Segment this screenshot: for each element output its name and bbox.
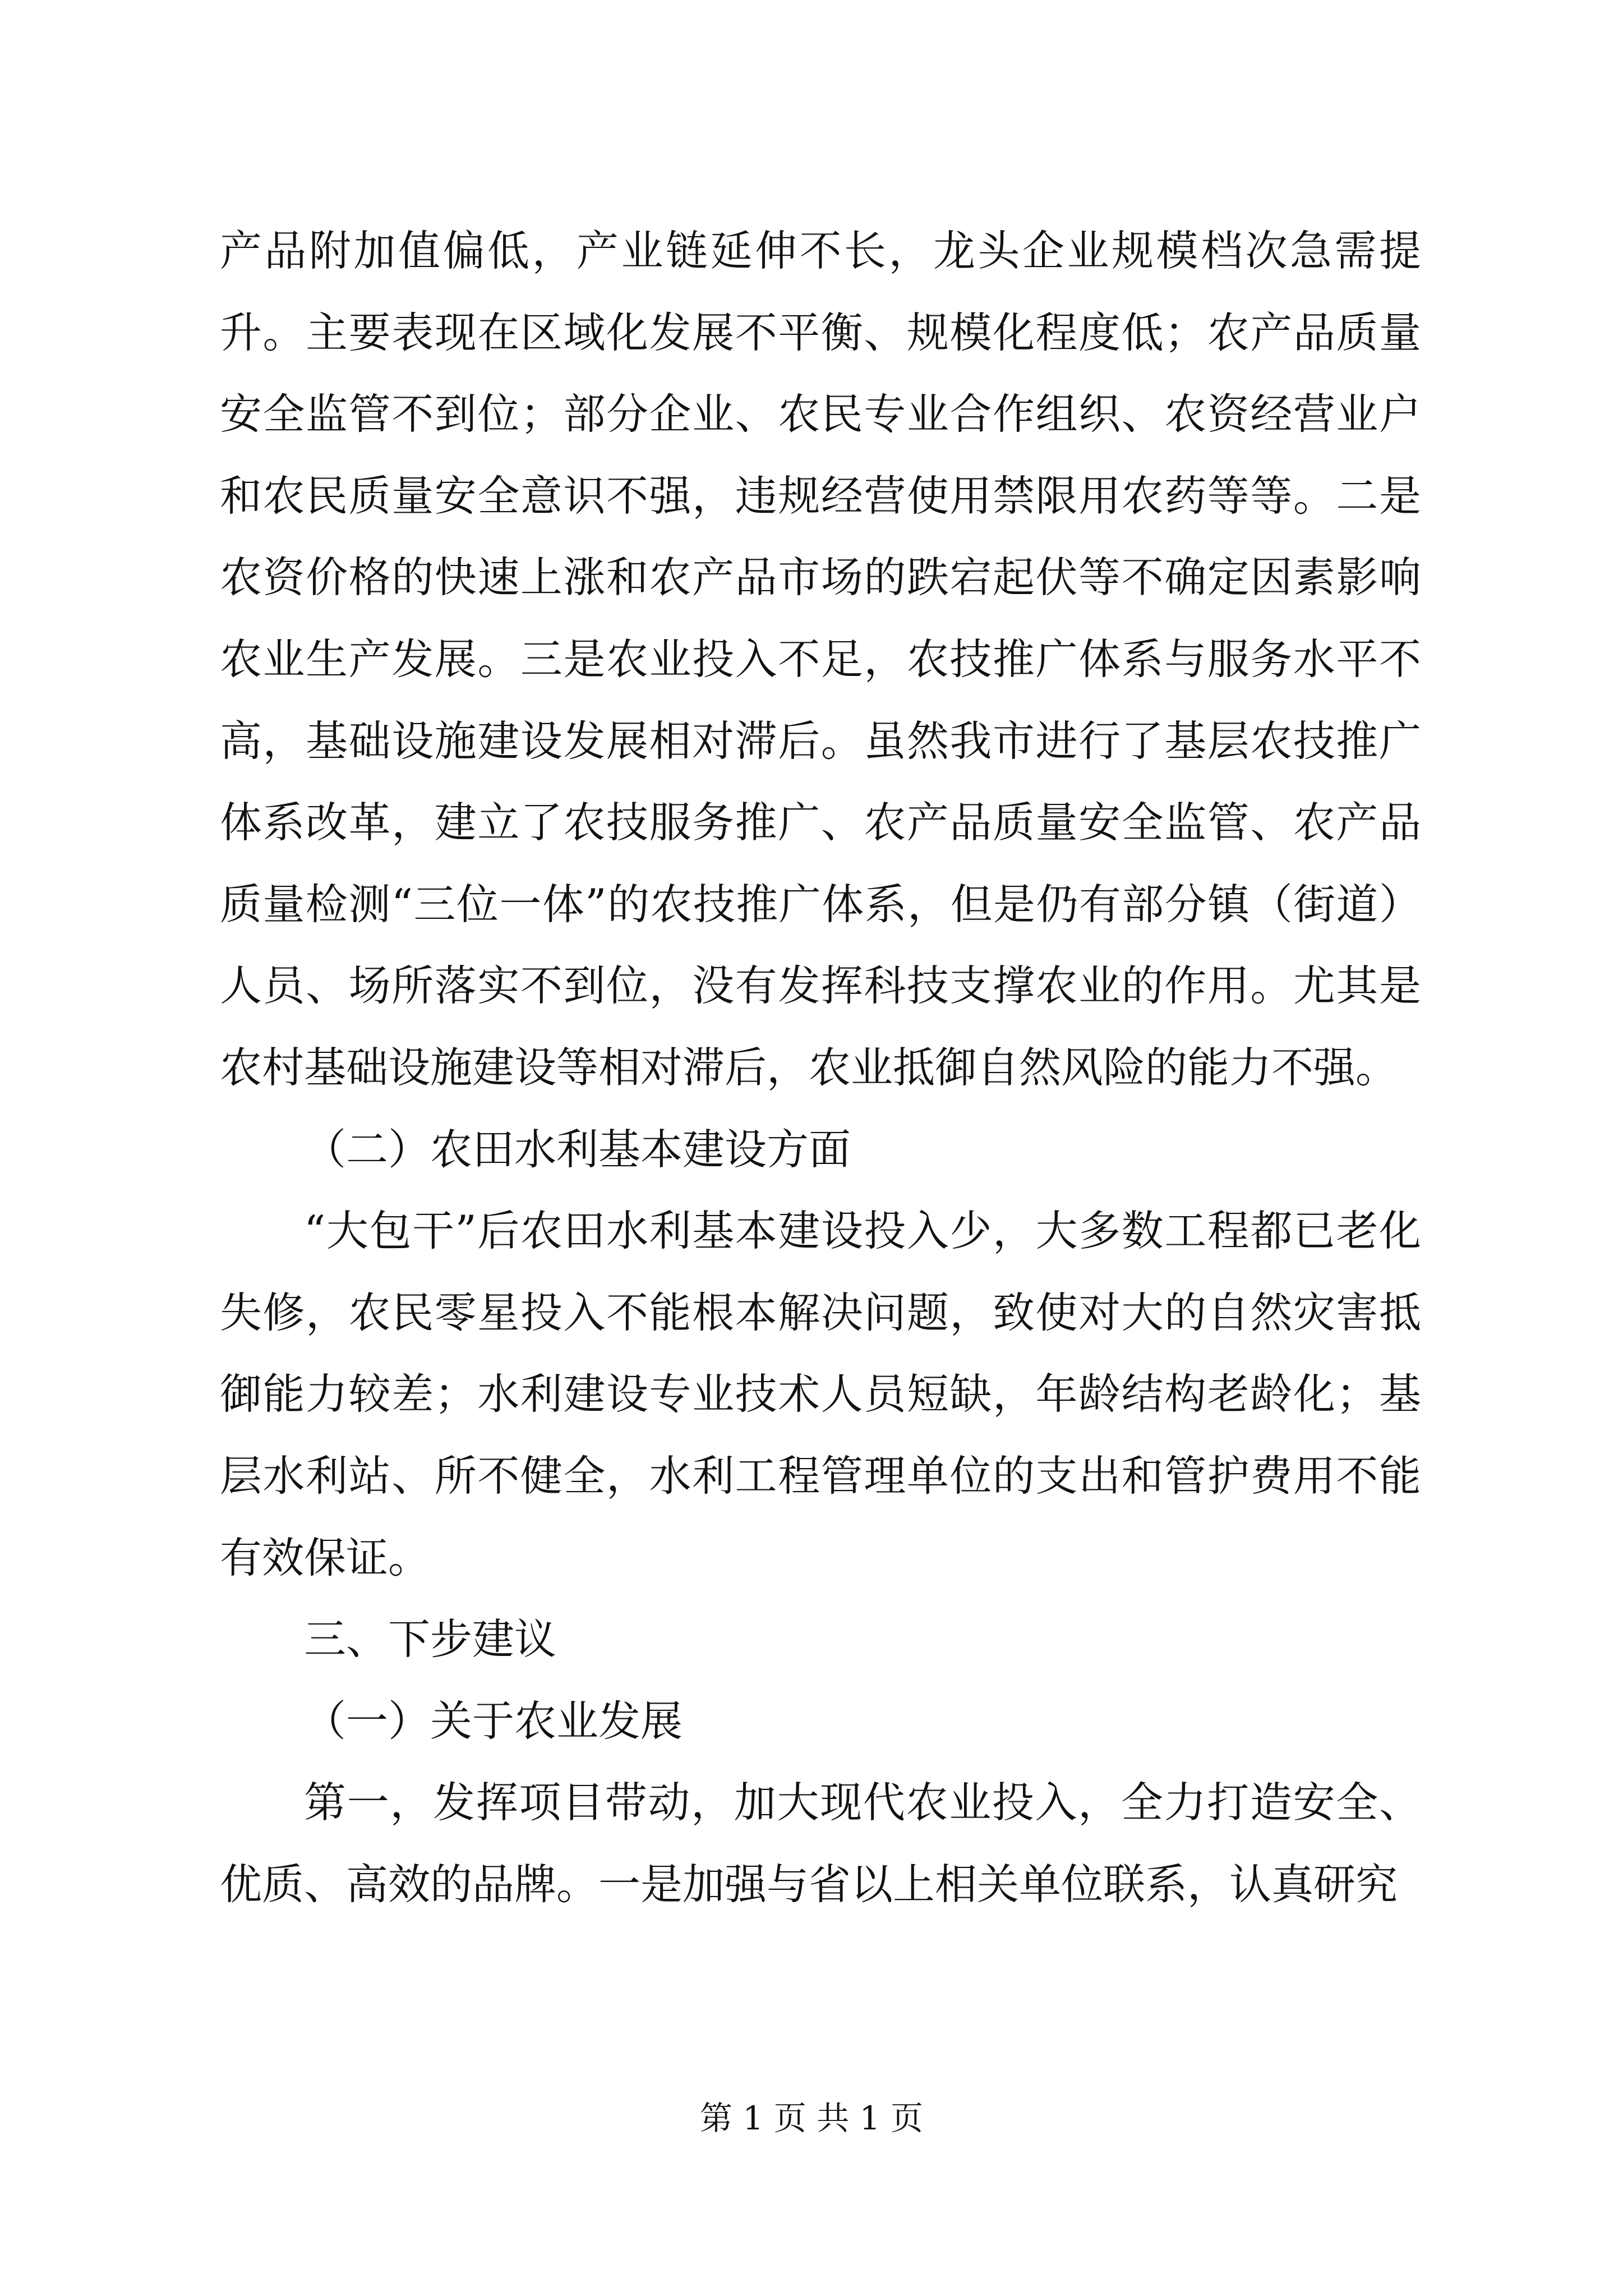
subsection-heading-agriculture: （一）关于农业发展 — [304, 1696, 683, 1746]
section-heading-farmland-water: （二）农田水利基本建设方面 — [304, 1124, 851, 1174]
paragraph-2: “大包干”后农田水利基本建设投入少，大多数工程都已老化失修，农民零星投入不能根本解决问题，致使对大的自然灾害抵御能力较差；水利建设专业技术人员短缺，年龄结构老龄化；基层水利站、所不健全，水利工程管理单位的支出和管护费用不能有效保证。 — [220, 1206, 1421, 1582]
document-body — [220, 210, 1421, 1925]
paragraph-1: 产品附加值偏低，产业链延伸不长，龙头企业规模档次急需提升。主要表现在区域化发展不平衡、规模化程度低；农产品质量安全监管不到位；部分企业、农民专业合作组织、农资经营业户和农民质量安全意识不强，违规经营使用禁限用农药等等。二是农资价格的快速上涨和农产品市场的跌宕起伏等不确定因素影响农业生产发展。三是农业投入不足，农技推广体系与服务水平不高，基础设施建设发展相对滞后。虽然我市进行了基层农技推广体系改革，建立了农技服务推广、农产品质量安全监管、农产品质量检测“三位一体”的农技推广体系，但是仍有部分镇（街道）人员、场所落实不到位，没有发挥科技支撑农业的作用。尤其是农村基础设施建设等相对滞后，农业抵御自然风险的能力不强。 — [220, 226, 1421, 1092]
page-footer: 第 1 页 共 1 页 — [700, 2099, 923, 2137]
paragraph-3: 第一，发挥项目带动，加大现代农业投入，全力打造安全、优质、高效的品牌。一是加强与省以上相关单位联系，认真研究 — [220, 1778, 1421, 1909]
section-heading-next-steps: 三、下步建议 — [304, 1614, 557, 1664]
